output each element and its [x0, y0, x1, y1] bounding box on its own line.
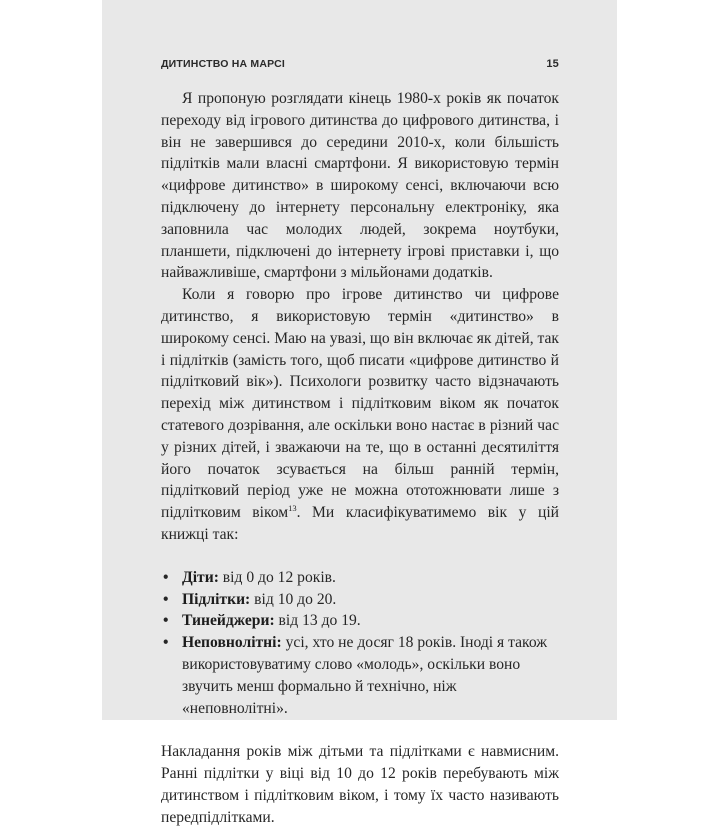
paragraph-2 [161, 284, 559, 546]
body-text [161, 88, 559, 829]
term-definition: від 0 до 12 років. [218, 568, 336, 586]
bullet-icon: • [163, 568, 169, 586]
list-item-teenagers [161, 610, 559, 632]
page-number: 15 [546, 58, 559, 70]
bullet-icon: • [163, 634, 169, 652]
paragraph-1: Я пропоную розглядати кінець 1980-х років як початок переходу від ігрового дитинства до цифрового дитинства, і він не завершився до середини 2010-х, коли більшість підлітків мали власні смартфони. Я використовую термін «цифрове дитинство» в широкому сенсі, включаючи всю підключену до інтернету персональну електроніку, яка заповнила час молодих людей, зокрема ноутбуки, планшети, підключені до інтернету ігрові приставки і, що найважливіше, смартфони з мільйонами додатків. [161, 90, 559, 282]
footnote-reference[interactable]: 13 [288, 503, 297, 514]
bullet-icon: • [163, 612, 169, 630]
book-page [102, 0, 617, 826]
term-definition: усі, хто не досяг 18 років. Іноді я також використовуватиму слово «молодь», оскільки воно звучить менш формально й технічно, ніж «неповнолітні». [182, 634, 548, 717]
paragraph-3: Накладання років між дітьми та підлітками є навмисним. Ранні підлітки у віці від 10 до 12 років перебувають між дитинством і підлітковим віком, і тому їх часто називають передпідлітками. [161, 743, 559, 826]
term-label: Тинейджери: [182, 612, 275, 630]
running-head [161, 58, 559, 74]
term-definition: від 10 до 20. [250, 590, 337, 608]
list-item-children [161, 567, 559, 589]
term-label: Підлітки: [182, 590, 251, 608]
term-label: Неповнолітні: [182, 634, 282, 652]
running-head-title: ДИТИНСТВО НА МАРСІ [161, 58, 285, 70]
bullet-icon: • [163, 590, 169, 608]
list-item-minors [161, 632, 559, 719]
term-definition: від 13 до 19. [274, 612, 361, 630]
paragraph-2-tail: . Ми класифікуватимемо вік у цій книжці так: [161, 504, 559, 543]
age-group-list [161, 567, 559, 720]
paragraph-2-text: Коли я говорю про ігрове дитинство чи цифрове дитинство, я використовую термін «дитинство» в широкому сенсі. Маю на увазі, що він включає як дітей, так і підлітків (замість того, щоб писати «цифрове дитинство й підлітковий вік»). Психологи розвитку часто відзначають перехід між дитинством і підлітковим віком як початок статевого дозрівання, але оскільки воно настає в різний час у різних дітей, і зважаючи на те, що в останні десятиліття його початок зсувається на більш ранній термін, підлітковий період уже не можна ототожнювати лише з підлітковим віком [161, 286, 559, 522]
term-label: Діти: [182, 568, 219, 586]
list-item-adolescents [161, 589, 559, 611]
